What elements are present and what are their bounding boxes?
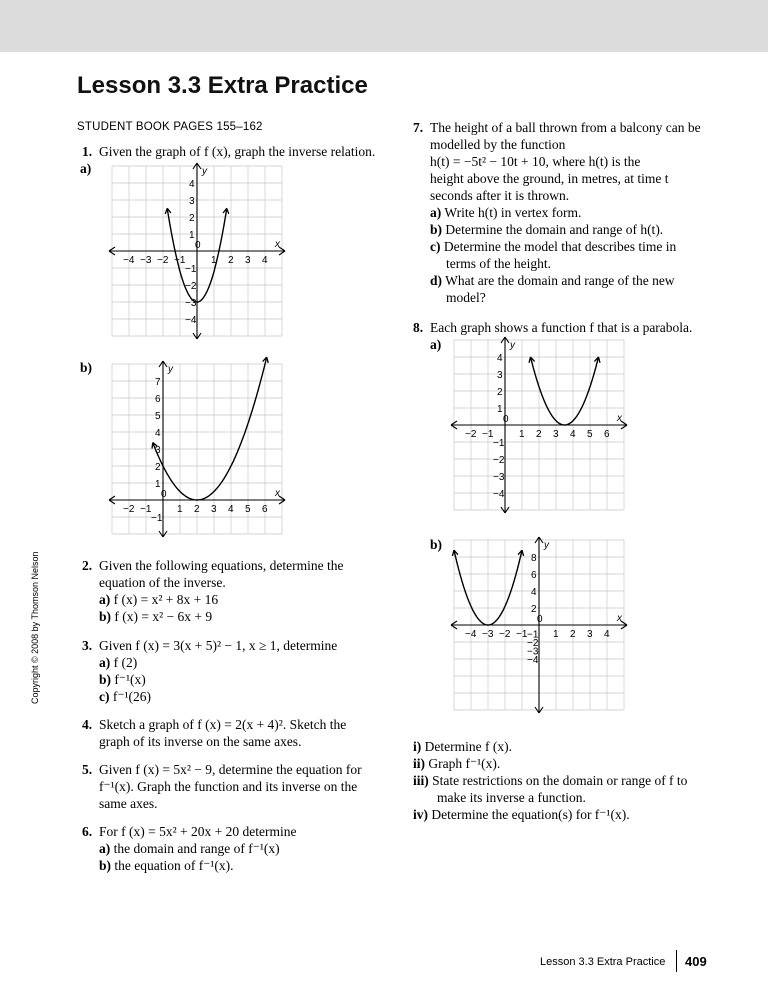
x-tick-label: 0 (195, 240, 201, 251)
y-tick-label: 1 (189, 230, 195, 241)
part-label: c) (99, 689, 110, 704)
x-axis-label: x (275, 239, 280, 250)
part-label: a) (99, 655, 111, 670)
student-book-pages: STUDENT BOOK PAGES 155–162 (77, 121, 263, 133)
x-tick-label: 0 (161, 489, 167, 500)
y-tick-label: 2 (155, 462, 161, 473)
question-text: Given the graph of f (x), graph the inverse relation. (99, 144, 376, 159)
y-axis-label: y (510, 340, 515, 351)
question-number: 6. (82, 824, 93, 839)
part-label: b) (430, 222, 443, 237)
question-line: graph of its inverse on the same axes. (99, 734, 302, 749)
y-tick-label: 3 (155, 445, 161, 456)
y-axis-label: y (202, 166, 207, 177)
x-tick-label: −1 (140, 504, 152, 515)
part-label: a) (99, 592, 111, 607)
y-tick-label: 3 (497, 370, 503, 381)
x-tick-label: 6 (604, 429, 610, 440)
question-2 (82, 557, 344, 625)
parabola-curve (153, 357, 267, 500)
x-tick-label: 2 (228, 255, 234, 266)
y-tick-label: −3 (527, 646, 539, 658)
x-tick-label: 6 (262, 504, 268, 515)
graph-1a (112, 166, 292, 342)
footer-divider (676, 950, 677, 972)
question-8-subparts (413, 738, 687, 823)
x-tick-label: 1 (211, 255, 217, 266)
x-tick-label: 1 (519, 429, 525, 440)
x-tick-label: 4 (604, 629, 610, 640)
part-label: a) (80, 161, 92, 176)
question-text: Given f (x) = 3(x + 5)² − 1, x ≥ 1, determine (99, 638, 338, 653)
x-tick-label: 0 (503, 414, 509, 425)
x-tick-label: 2 (570, 629, 576, 640)
x-tick-label: 4 (262, 255, 268, 266)
part-label: a) (99, 841, 111, 856)
question-number: 4. (82, 717, 93, 732)
part-text: Write h(t) in vertex form. (444, 205, 582, 220)
graph-8a (454, 340, 626, 520)
copyright-notice: Copyright © 2008 by Thomson Nelson (30, 551, 40, 704)
part-label: b) (99, 858, 112, 873)
part-text: Graph f⁻¹(x). (428, 756, 501, 771)
part-text: make its inverse a function. (437, 790, 586, 805)
page-number: 409 (685, 954, 707, 969)
x-tick-label: 4 (570, 429, 576, 440)
x-tick-label: −3 (140, 255, 152, 266)
part-label: a) (430, 205, 442, 220)
y-tick-label: 6 (531, 570, 537, 581)
x-axis-label: x (617, 613, 622, 624)
part-text: the domain and range of f⁻¹(x) (113, 841, 280, 856)
x-tick-label: −2 (123, 504, 135, 515)
y-axis-label: y (544, 540, 549, 551)
graph-1b (112, 364, 292, 540)
x-tick-label: 3 (587, 629, 593, 640)
part-text: f (2) (113, 655, 138, 670)
x-tick-label: 5 (245, 504, 251, 515)
y-tick-label: 2 (497, 387, 503, 398)
x-tick-label: −4 (465, 629, 477, 640)
question-number: 2. (82, 558, 93, 573)
question-line: Given f (x) = 5x² − 9, determine the equation for (99, 762, 362, 777)
x-tick-label: 1 (177, 504, 183, 515)
y-tick-label: 2 (189, 213, 195, 224)
part-text: terms of the height. (446, 256, 551, 271)
part-text: Determine the equation(s) for f⁻¹(x). (431, 807, 630, 822)
y-tick-label: −1 (151, 513, 163, 524)
part-text: State restrictions on the domain or range of f to (432, 773, 688, 788)
y-axis-label: y (168, 364, 173, 375)
x-tick-label: 3 (553, 429, 559, 440)
y-tick-label: 6 (155, 394, 161, 405)
part-label: ii) (413, 756, 425, 771)
part-label: b) (430, 537, 443, 552)
x-tick-label: −1 (174, 255, 186, 266)
question-line: f⁻¹(x). Graph the function and its inverse on the (99, 779, 358, 794)
question-number: 1. (82, 144, 93, 159)
question-line: seconds after it is thrown. (430, 188, 570, 203)
question-line: equation of the inverse. (99, 575, 226, 590)
question-number: 7. (413, 120, 424, 135)
question-number: 5. (82, 762, 93, 777)
y-tick-label: −3 (493, 472, 505, 483)
graph-8b (454, 540, 626, 720)
part-label: iii) (413, 773, 429, 788)
question-line: h(t) = −5t² − 10t + 10, where h(t) is the (430, 154, 641, 169)
x-tick-label: −2 (499, 629, 511, 640)
part-label: b) (80, 360, 93, 375)
part-text: What are the domain and range of the new (445, 273, 675, 288)
question-line: same axes. (99, 796, 158, 811)
x-tick-label: 1 (553, 629, 559, 640)
question-number: 3. (82, 638, 93, 653)
y-tick-label: 8 (531, 553, 537, 564)
y-tick-label: 1 (155, 479, 161, 490)
part-label: d) (430, 273, 443, 288)
y-tick-label: 3 (189, 196, 195, 207)
y-tick-label: 4 (189, 179, 195, 190)
y-tick-label: 7 (155, 377, 161, 388)
footer-lesson: Lesson 3.3 Extra Practice (540, 956, 666, 968)
part-label: i) (413, 739, 422, 754)
question-1 (82, 143, 376, 160)
part-label: c) (430, 239, 441, 254)
y-tick-label: −4 (527, 655, 539, 666)
y-tick-label: 1 (497, 404, 503, 415)
part-text: f⁻¹(x) (114, 672, 146, 687)
part-label: b) (99, 672, 112, 687)
question-line: height above the ground, in metres, at time t (430, 171, 669, 186)
question-line: modelled by the function (430, 137, 566, 152)
question-3 (82, 637, 338, 705)
part-text: f (x) = x² − 6x + 9 (114, 609, 213, 624)
y-tick-label: 4 (497, 353, 503, 364)
part-text: f (x) = x² + 8x + 16 (113, 592, 219, 607)
question-8 (413, 319, 693, 336)
x-tick-label: −2 (157, 255, 169, 266)
x-tick-label: −3 (482, 629, 494, 640)
part-text: Determine the model that describes time in (443, 239, 677, 254)
question-line: The height of a ball thrown from a balcony can be (430, 120, 701, 135)
question-text: For f (x) = 5x² + 20x + 20 determine (99, 824, 297, 839)
part-text: f⁻¹(26) (112, 689, 152, 704)
x-tick-label: 2 (536, 429, 542, 440)
part-text: Determine the domain and range of h(t). (445, 222, 664, 237)
x-tick-label: 3 (211, 504, 217, 515)
part-label: a) (430, 337, 442, 352)
y-tick-label: −2 (493, 455, 505, 466)
y-tick-label: −1 (185, 264, 197, 275)
y-tick-label: 4 (155, 428, 161, 439)
x-tick-label: −1 (516, 629, 528, 640)
part-text: model? (446, 290, 486, 305)
y-tick-label: −2 (527, 638, 539, 649)
question-number: 8. (413, 320, 424, 335)
y-tick-label: −4 (493, 489, 505, 500)
y-tick-label: −2 (185, 281, 197, 292)
x-axis-label: x (275, 488, 280, 499)
question-line: Given the following equations, determine the (99, 558, 344, 573)
question-6 (82, 823, 297, 874)
x-tick-label: 0 (537, 614, 543, 625)
top-band (0, 0, 768, 52)
x-tick-label: −4 (123, 255, 135, 266)
x-tick-label: 2 (194, 504, 200, 515)
part-text: Determine f (x). (424, 739, 512, 754)
x-tick-label: −1 (482, 429, 494, 440)
x-axis-label: x (617, 413, 622, 424)
y-tick-label: −4 (185, 315, 197, 326)
question-line: Sketch a graph of f (x) = 2(x + 4)². Sketch the (99, 717, 347, 732)
part-label: b) (99, 609, 112, 624)
x-tick-label: 5 (587, 429, 593, 440)
y-tick-label: 4 (531, 587, 537, 598)
part-label: iv) (413, 807, 428, 822)
y-tick-label: −1 (527, 629, 539, 641)
x-tick-label: −2 (465, 429, 477, 440)
question-7 (413, 119, 701, 306)
part-text: the equation of f⁻¹(x). (114, 858, 234, 873)
y-tick-label: −1 (493, 438, 505, 449)
question-5 (82, 761, 362, 812)
x-tick-label: 4 (228, 504, 234, 515)
x-tick-label: 3 (245, 255, 251, 266)
page-title: Lesson 3.3 Extra Practice (77, 72, 368, 99)
question-4 (82, 716, 347, 750)
y-tick-label: 2 (531, 604, 537, 615)
question-text: Each graph shows a function f that is a parabola. (430, 320, 693, 335)
y-tick-label: −3 (185, 298, 197, 309)
y-tick-label: 5 (155, 411, 161, 422)
